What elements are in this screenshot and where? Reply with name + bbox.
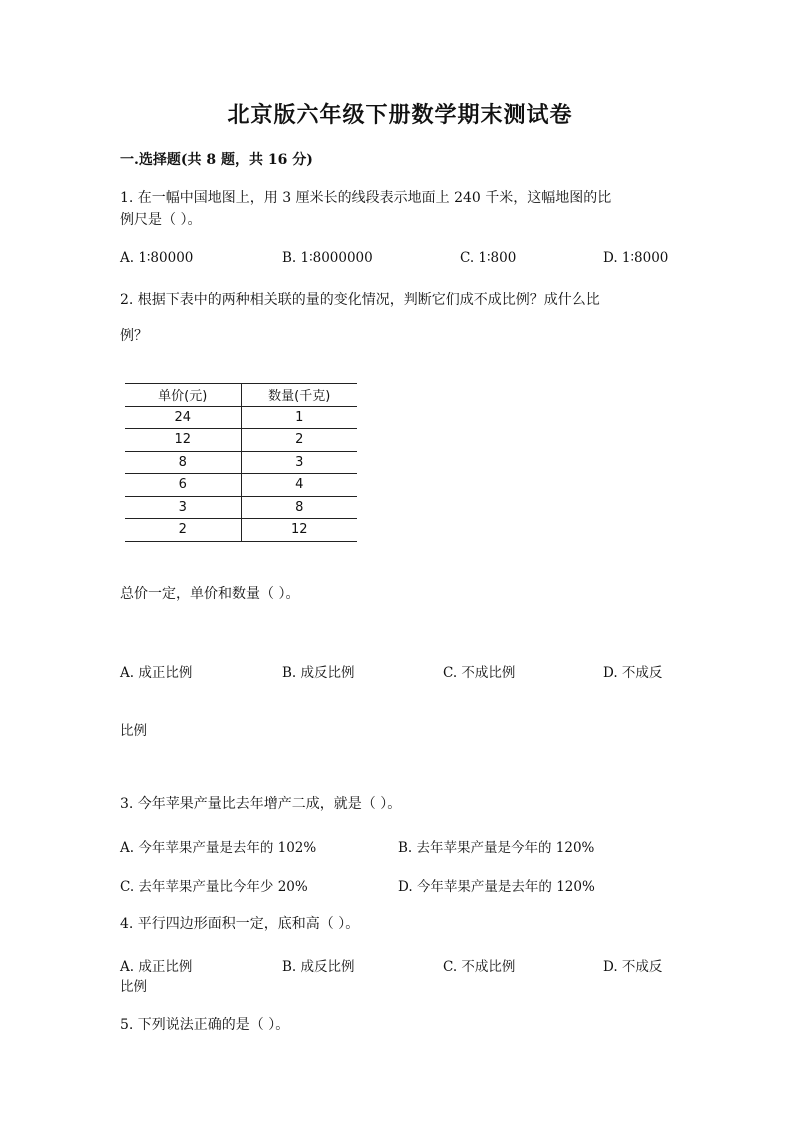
table-cell: 12 (125, 429, 241, 452)
table-cell: 6 (125, 474, 241, 497)
question-2-line-2: 例？ (120, 328, 148, 344)
question-2-option-d-wrap: 比例 (120, 723, 147, 739)
table-row (125, 519, 357, 542)
question-2-option-d: D. 不成反 (603, 665, 663, 681)
table-header-quantity: 数量(千克) (241, 384, 357, 407)
question-2-stem: 总价一定，单价和数量（ ）。 (120, 586, 300, 602)
table-cell: 12 (241, 519, 357, 542)
question-4-option-d: D. 不成反 (603, 959, 663, 975)
page-title: 北京版六年级下册数学期末测试卷 (227, 102, 573, 128)
table-row (125, 429, 357, 452)
question-5-line-1: 5. 下列说法正确的是（ ）。 (120, 1017, 290, 1033)
table-row (125, 474, 357, 497)
table-row (125, 451, 357, 474)
question-3-option-a: A. 今年苹果产量是去年的 102% (120, 840, 317, 856)
table-header-unit-price: 单价(元) (125, 384, 241, 407)
question-2-option-b: B. 成反比例 (282, 665, 355, 681)
question-1-line-2: 例尺是（ ）。 (120, 212, 202, 228)
question-4-option-a: A. 成正比例 (120, 959, 193, 975)
question-4-option-c: C. 不成比例 (443, 959, 516, 975)
question-1-option-a: A. 1∶80000 (120, 250, 194, 266)
question-2-option-a: A. 成正比例 (120, 665, 193, 681)
table-cell: 2 (241, 429, 357, 452)
table-row (125, 406, 357, 429)
table-cell: 24 (125, 406, 241, 429)
section-heading: 一.选择题(共 8 题，共 16 分) (120, 152, 313, 168)
question-4-option-b: B. 成反比例 (282, 959, 355, 975)
question-3-option-c: C. 去年苹果产量比今年少 20% (120, 879, 308, 895)
table-cell: 1 (241, 406, 357, 429)
question-1-option-b: B. 1∶8000000 (282, 250, 373, 266)
question-2-line-1: 2. 根据下表中的两种相关联的量的变化情况，判断它们成不成比例？成什么比 (120, 292, 600, 308)
question-4-option-d-wrap: 比例 (120, 979, 147, 995)
table-cell: 8 (241, 496, 357, 519)
table-cell: 4 (241, 474, 357, 497)
price-quantity-table (125, 383, 357, 542)
question-1-line-1: 1. 在一幅中国地图上，用 3 厘米长的线段表示地面上 240 千米，这幅地图的比 (120, 190, 612, 206)
question-3-option-b: B. 去年苹果产量是今年的 120% (398, 840, 595, 856)
table-row (125, 496, 357, 519)
table-cell: 8 (125, 451, 241, 474)
table-cell: 3 (125, 496, 241, 519)
table-cell: 2 (125, 519, 241, 542)
question-1-option-d: D. 1∶8000 (603, 250, 669, 266)
table-header-row (125, 384, 357, 407)
question-3-option-d: D. 今年苹果产量是去年的 120% (398, 879, 595, 895)
question-1-option-c: C. 1∶800 (460, 250, 517, 266)
table-cell: 3 (241, 451, 357, 474)
question-3-line-1: 3. 今年苹果产量比去年增产二成，就是（ ）。 (120, 796, 402, 812)
question-4-line-1: 4. 平行四边形面积一定，底和高（ ）。 (120, 916, 360, 932)
question-2-option-c: C. 不成比例 (443, 665, 516, 681)
